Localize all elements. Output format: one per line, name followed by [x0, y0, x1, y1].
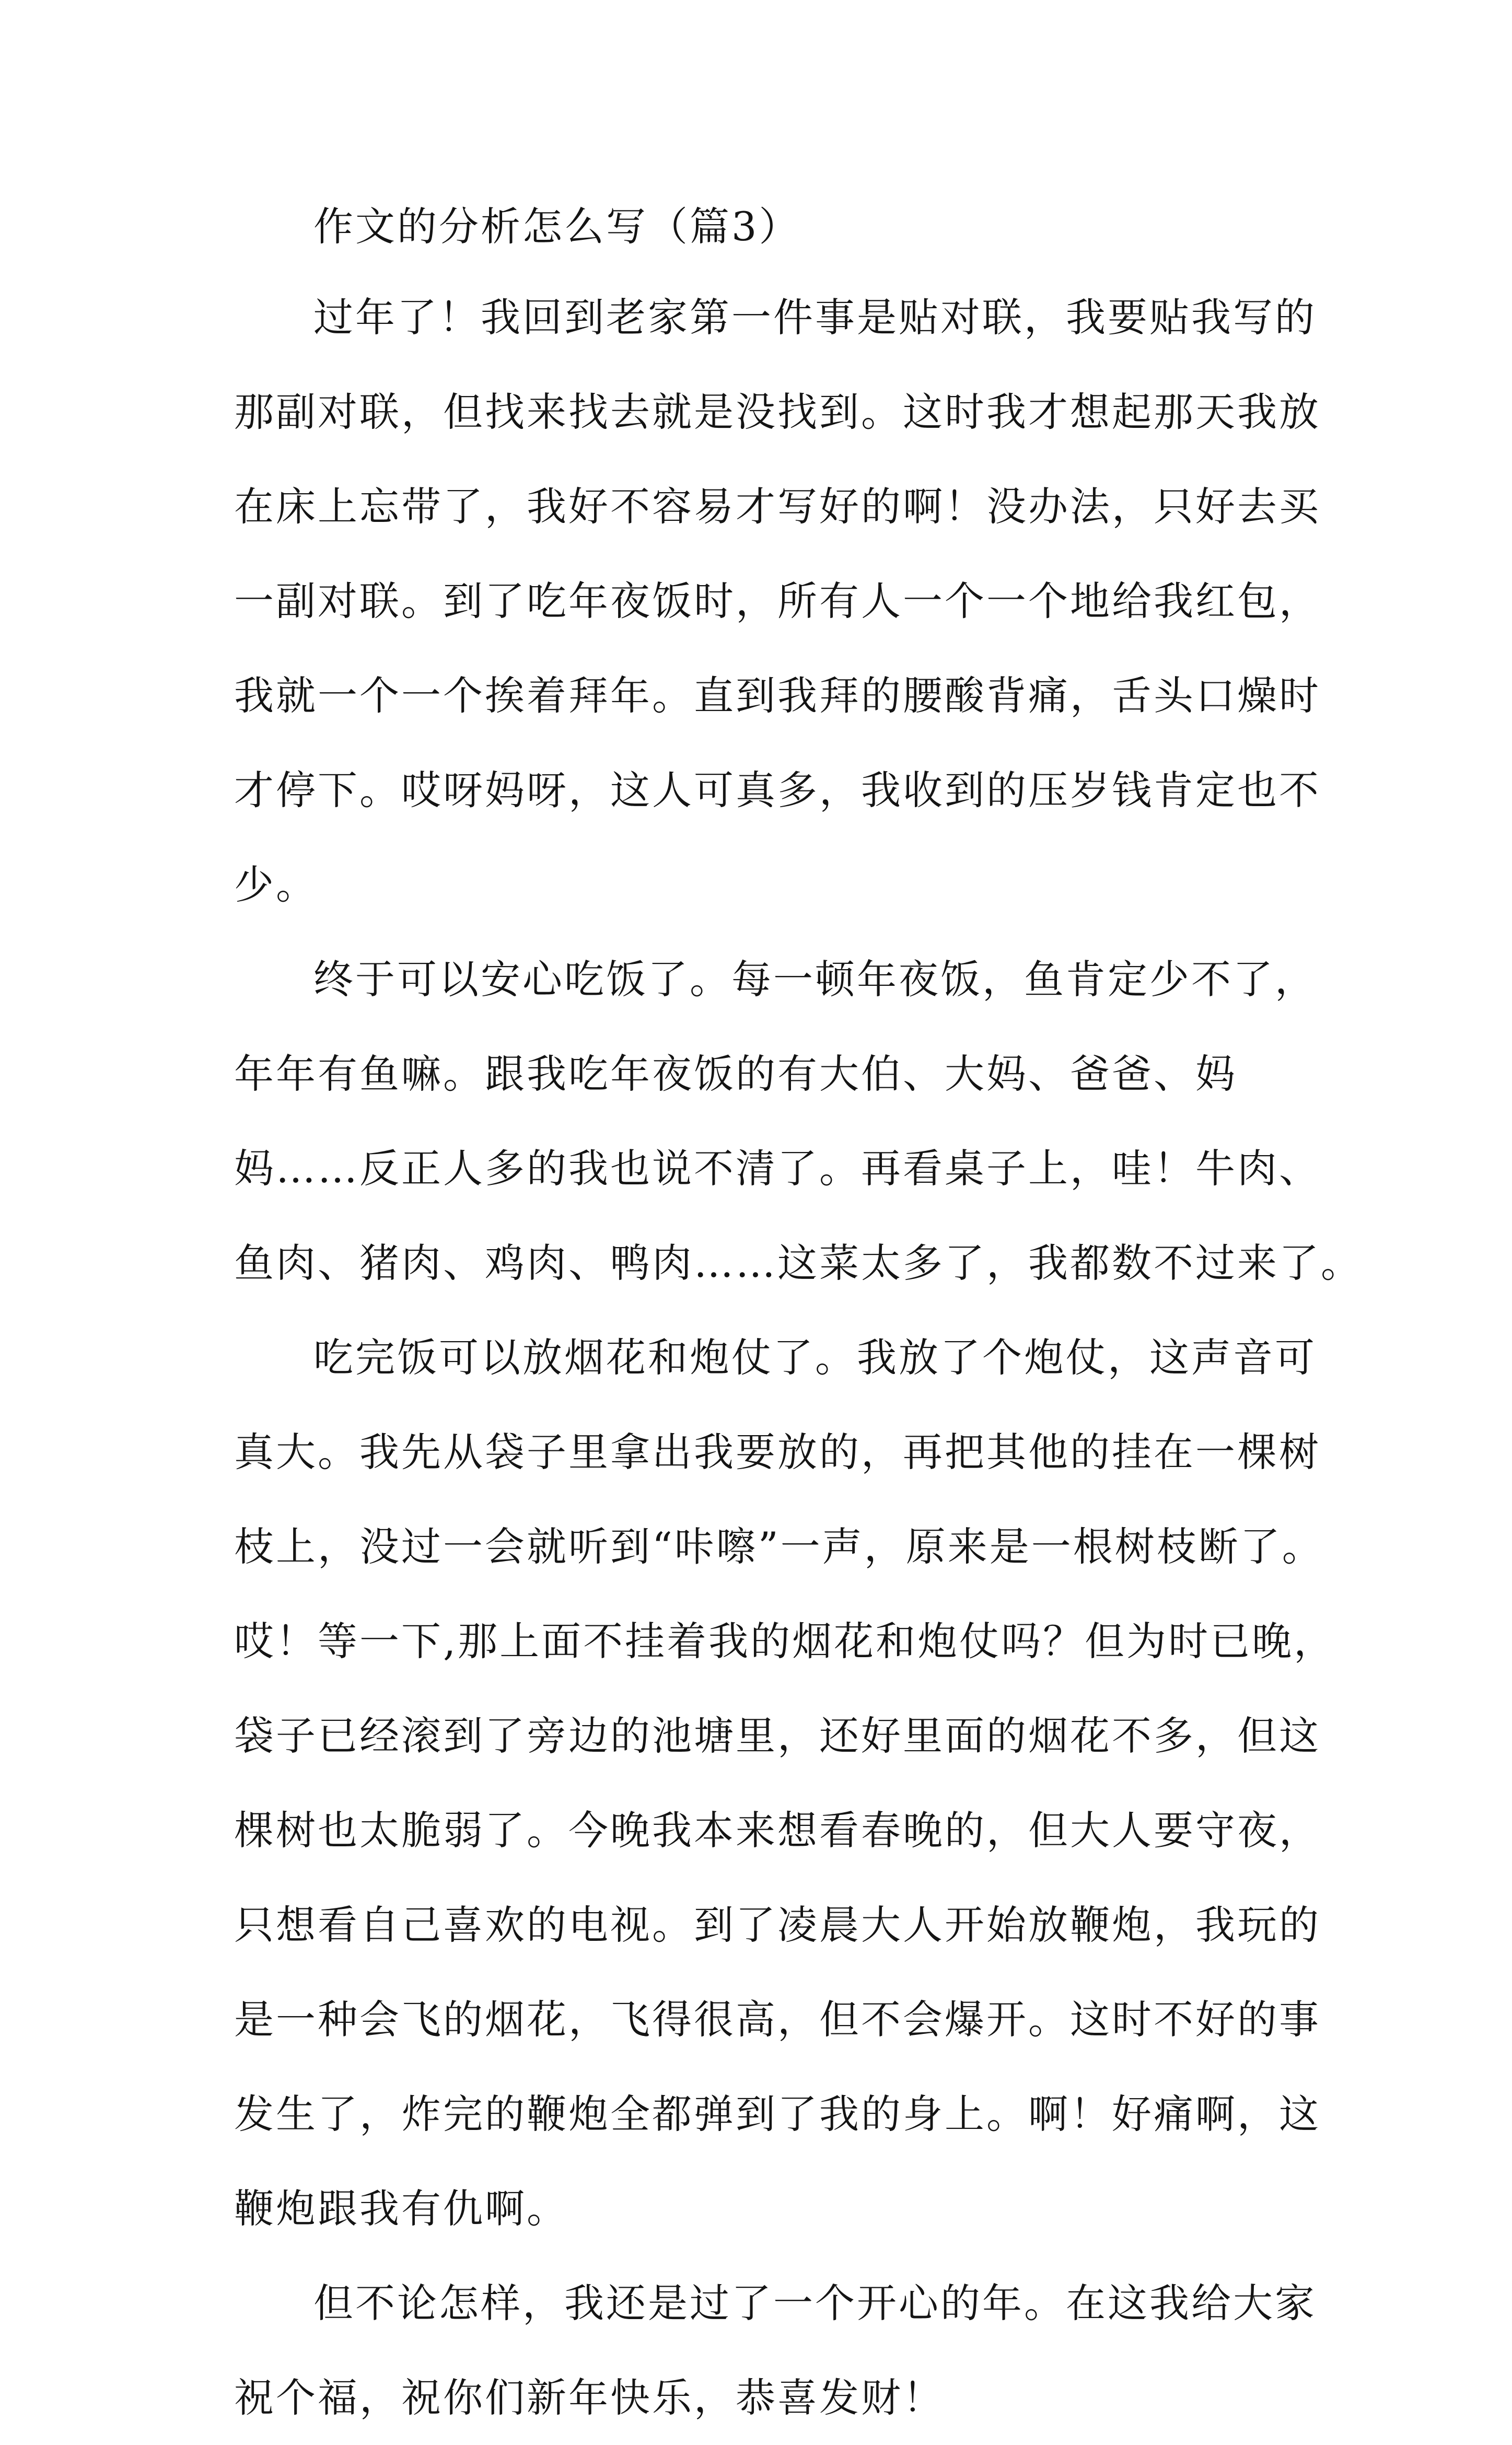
text-line: 那副对联，但找来找去就是没找到。这时我才想起那天我放 [234, 389, 1321, 435]
paragraph-1 [234, 270, 1321, 932]
text-line: 才停下。哎呀妈呀，这人可真多，我收到的压岁钱肯定也不 [234, 767, 1321, 813]
text-line: 鞭炮跟我有仇啊。 [234, 2185, 568, 2232]
text-line: 在床上忘带了，我好不容易才写好的啊！没办法，只好去买 [234, 483, 1321, 530]
text-line: 枝上，没过一会就听到“咔嚓”一声，原来是一根树枝断了。 [234, 1523, 1324, 1570]
text-line: 一副对联。到了吃年夜饭时，所有人一个一个地给我红包， [234, 578, 1321, 624]
text-line: 过年了！我回到老家第一件事是贴对联，我要贴我写的 [313, 294, 1317, 341]
article-title: 作文的分析怎么写（篇3） [313, 203, 801, 250]
text-line: 真大。我先从袋子里拿出我要放的，再把其他的挂在一棵树 [234, 1429, 1321, 1475]
text-line: 终于可以安心吃饭了。每一顿年夜饭，鱼肯定少不了， [313, 956, 1317, 1003]
text-line: 吃完饭可以放烟花和炮仗了。我放了个炮仗，这声音可 [313, 1334, 1317, 1381]
text-line: 发生了，炸完的鞭炮全都弹到了我的身上。啊！好痛啊，这 [234, 2091, 1321, 2137]
paragraph-2 [234, 932, 1363, 1310]
text-line: 棵树也太脆弱了。今晚我本来想看春晚的，但大人要守夜， [234, 1807, 1321, 1854]
text-line: 但不论怎样，我还是过了一个开心的年。在这我给大家 [313, 2280, 1317, 2326]
text-line: 妈……反正人多的我也说不清了。再看桌子上，哇！牛肉、 [234, 1145, 1321, 1192]
paragraph-4 [234, 2256, 1317, 2445]
text-line: 鱼肉、猪肉、鸡肉、鸭肉……这菜太多了，我都数不过来了。 [234, 1240, 1363, 1286]
text-line: 少。 [234, 861, 318, 908]
article-body [234, 270, 1363, 2445]
text-line: 是一种会飞的烟花，飞得很高，但不会爆开。这时不好的事 [234, 1996, 1321, 2043]
text-line: 袋子已经滚到了旁边的池塘里，还好里面的烟花不多，但这 [234, 1713, 1321, 1759]
text-line: 只想看自己喜欢的电视。到了凌晨大人开始放鞭炮，我玩的 [234, 1902, 1321, 1948]
text-line: 哎！等一下,那上面不挂着我的烟花和炮仗吗？但为时已晚， [234, 1618, 1336, 1664]
text-line: 年年有鱼嘛。跟我吃年夜饭的有大伯、大妈、爸爸、妈 [234, 1051, 1237, 1097]
text-line: 祝个福，祝你们新年快乐，恭喜发财！ [234, 2374, 945, 2421]
text-line: 我就一个一个挨着拜年。直到我拜的腰酸背痛，舌头口燥时 [234, 672, 1321, 719]
paragraph-3 [234, 1310, 1336, 2256]
